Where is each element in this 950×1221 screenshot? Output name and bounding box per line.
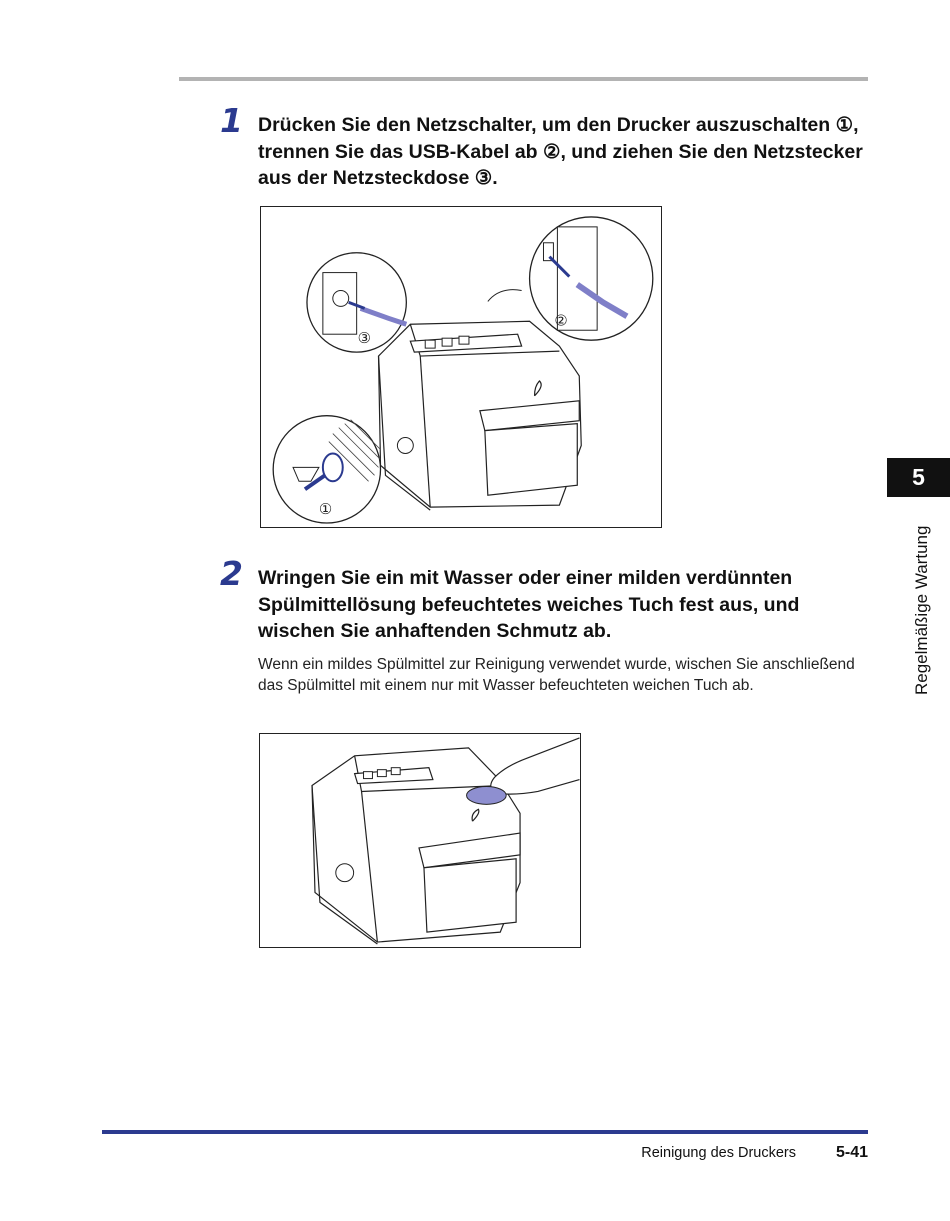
step-1-number: 1 — [220, 101, 243, 140]
step-2-title: Wringen Sie ein mit Wasser oder einer milden verdünnten Spülmittellösung befeuchtetes weiches Tuch fest aus, und wischen Sie anhaftenden Schmutz ab. — [258, 567, 800, 642]
callout-1: ① — [318, 500, 333, 519]
printer-wipe-illustration — [260, 734, 580, 947]
page-number: 5-41 — [835, 1144, 868, 1161]
callout-3: ③ — [357, 329, 372, 348]
step-1-title: Drücken Sie den Netzschalter, um den Drucker auszuschalten ①, trennen Sie das USB-Kabel ab ②, und ziehen Sie den Netzstecker aus der Netzsteckdose ③. — [258, 114, 863, 189]
figure-wipe-printer — [259, 733, 581, 948]
top-rule — [179, 77, 868, 81]
chapter-label: Regelmäßige Wartung — [912, 525, 931, 695]
printer-unplug-illustration — [261, 207, 661, 527]
bottom-rule — [102, 1130, 868, 1134]
step-2-number: 2 — [220, 554, 243, 593]
chapter-number-tab: 5 — [887, 458, 950, 497]
callout-2: ② — [554, 311, 568, 330]
step-2-body: Wenn ein mildes Spülmittel zur Reinigung verwendet wurde, wischen Sie anschließend das Spülmittel mit einem nur mit Wasser befeuchteten weichen Tuch ab. — [258, 656, 855, 694]
figure-power-off-unplug — [260, 206, 662, 528]
footer-section-title: Reinigung des Druckers — [641, 1145, 796, 1161]
